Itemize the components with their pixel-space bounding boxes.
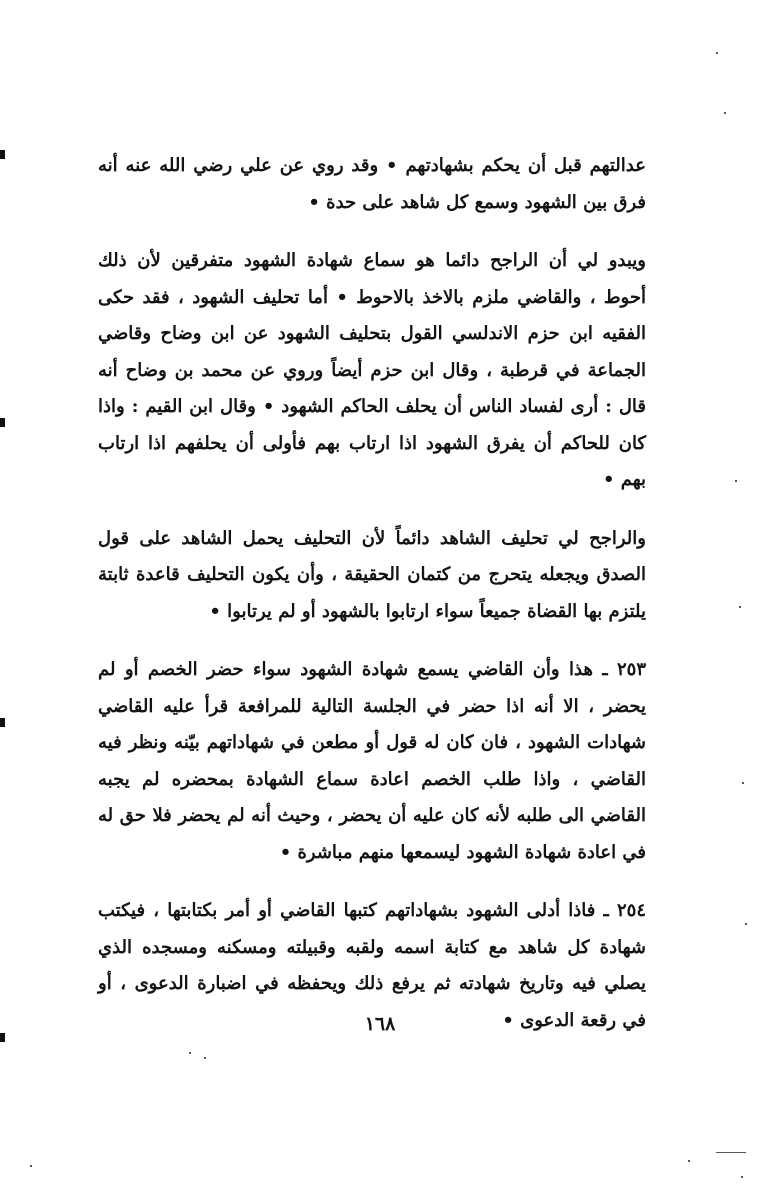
scan-speck [688, 1160, 690, 1162]
scan-edge-mark [0, 150, 5, 159]
scan-speck [724, 112, 726, 114]
scan-speck [741, 1176, 743, 1178]
paragraph-witness-separation: عدالتهم قبل أن يحكم بشهادتهم • وقد روي عن علي رضي الله عنه أنه فرق بين الشهود وسمع كل شاهد على حدة • [98, 155, 646, 213]
scan-edge-mark [0, 1033, 5, 1042]
scan-speck [745, 923, 747, 925]
scan-speck [735, 480, 737, 482]
scan-speck [30, 1165, 32, 1167]
scan-speck [716, 52, 718, 54]
body-text [98, 148, 646, 1039]
paragraph-section-254: ٢٥٤ ـ فاذا أدلى الشهود بشهاداتهم كتبها القاضي أو أمر بكتابتها ، فيكتب شهادة كل شاهد مع كتابة اسمه ولقبه وقبيلته ومسكنه ومسجده الذي يصلي فيه وتاريخ شهادته ثم يرفع ذلك ويحفظه في اضبارة الدعوى ، أو في رقعة الدعوى • [98, 900, 646, 1031]
paragraph-author-opinion: والراجح لي تحليف الشاهد دائماً لأن التحليف يحمل الشاهد على قول الصدق ويجعله يتحرج من كتمان الحقيقة ، وأن يكون التحليف قاعدة ثابتة يلتزم بها القضاة جميعاً سواء ارتابوا بالشهود أو لم يرتابوا • [98, 527, 646, 622]
paragraph-section-253: ٢٥٣ ـ هذا وأن القاضي يسمع شهادة الشهود سواء حضر الخصم أو لم يحضر ، الا أنه اذا حضر في الجلسة التالية للمرافعة قرأ عليه القاضي شهادات الشهود ، فان كان له قول أو مطعن في شهاداتهم بيّنه ونظر فيه القاضي ، واذا طلب الخصم اعادة سماع الشهادة بمحضره لم يجبه القاضي الى طلبه لأنه كان عليه أن يحضر ، وحيث أنه لم يحضر فلا حق له في اعادة شهادة الشهود ليسمعها منهم مباشرة • [98, 659, 646, 863]
scan-speck [204, 1057, 206, 1059]
scan-edge-mark [0, 718, 5, 727]
paragraph-witness-oath: ويبدو لي أن الراجح دائما هو سماع شهادة الشهود متفرقين لأن ذلك أحوط ، والقاضي ملزم بالاخذ بالاحوط • أما تحليف الشهود ، فقد حكى الفقيه ابن حزم الاندلسي القول بتحليف الشهود عن ابن وضاح وقاضي الجماعة في قرطبة ، وقال ابن حزم أيضاً وروي عن محمد بن وضاح أنه قال : أرى لفساد الناس أن يحلف الحاكم الشهود • وقال ابن القيم : واذا كان للحاكم أن يفرق الشهود اذا ارتاب بهم فأولى أن يحلفهم اذا ارتاب بهم • [98, 250, 646, 490]
scan-edge-mark [0, 418, 5, 427]
scan-line-mark [716, 1152, 746, 1153]
scan-speck [739, 606, 741, 608]
page-number: ١٦٨ [364, 1013, 396, 1035]
scan-speck [189, 1052, 191, 1054]
scan-speck [742, 782, 744, 784]
